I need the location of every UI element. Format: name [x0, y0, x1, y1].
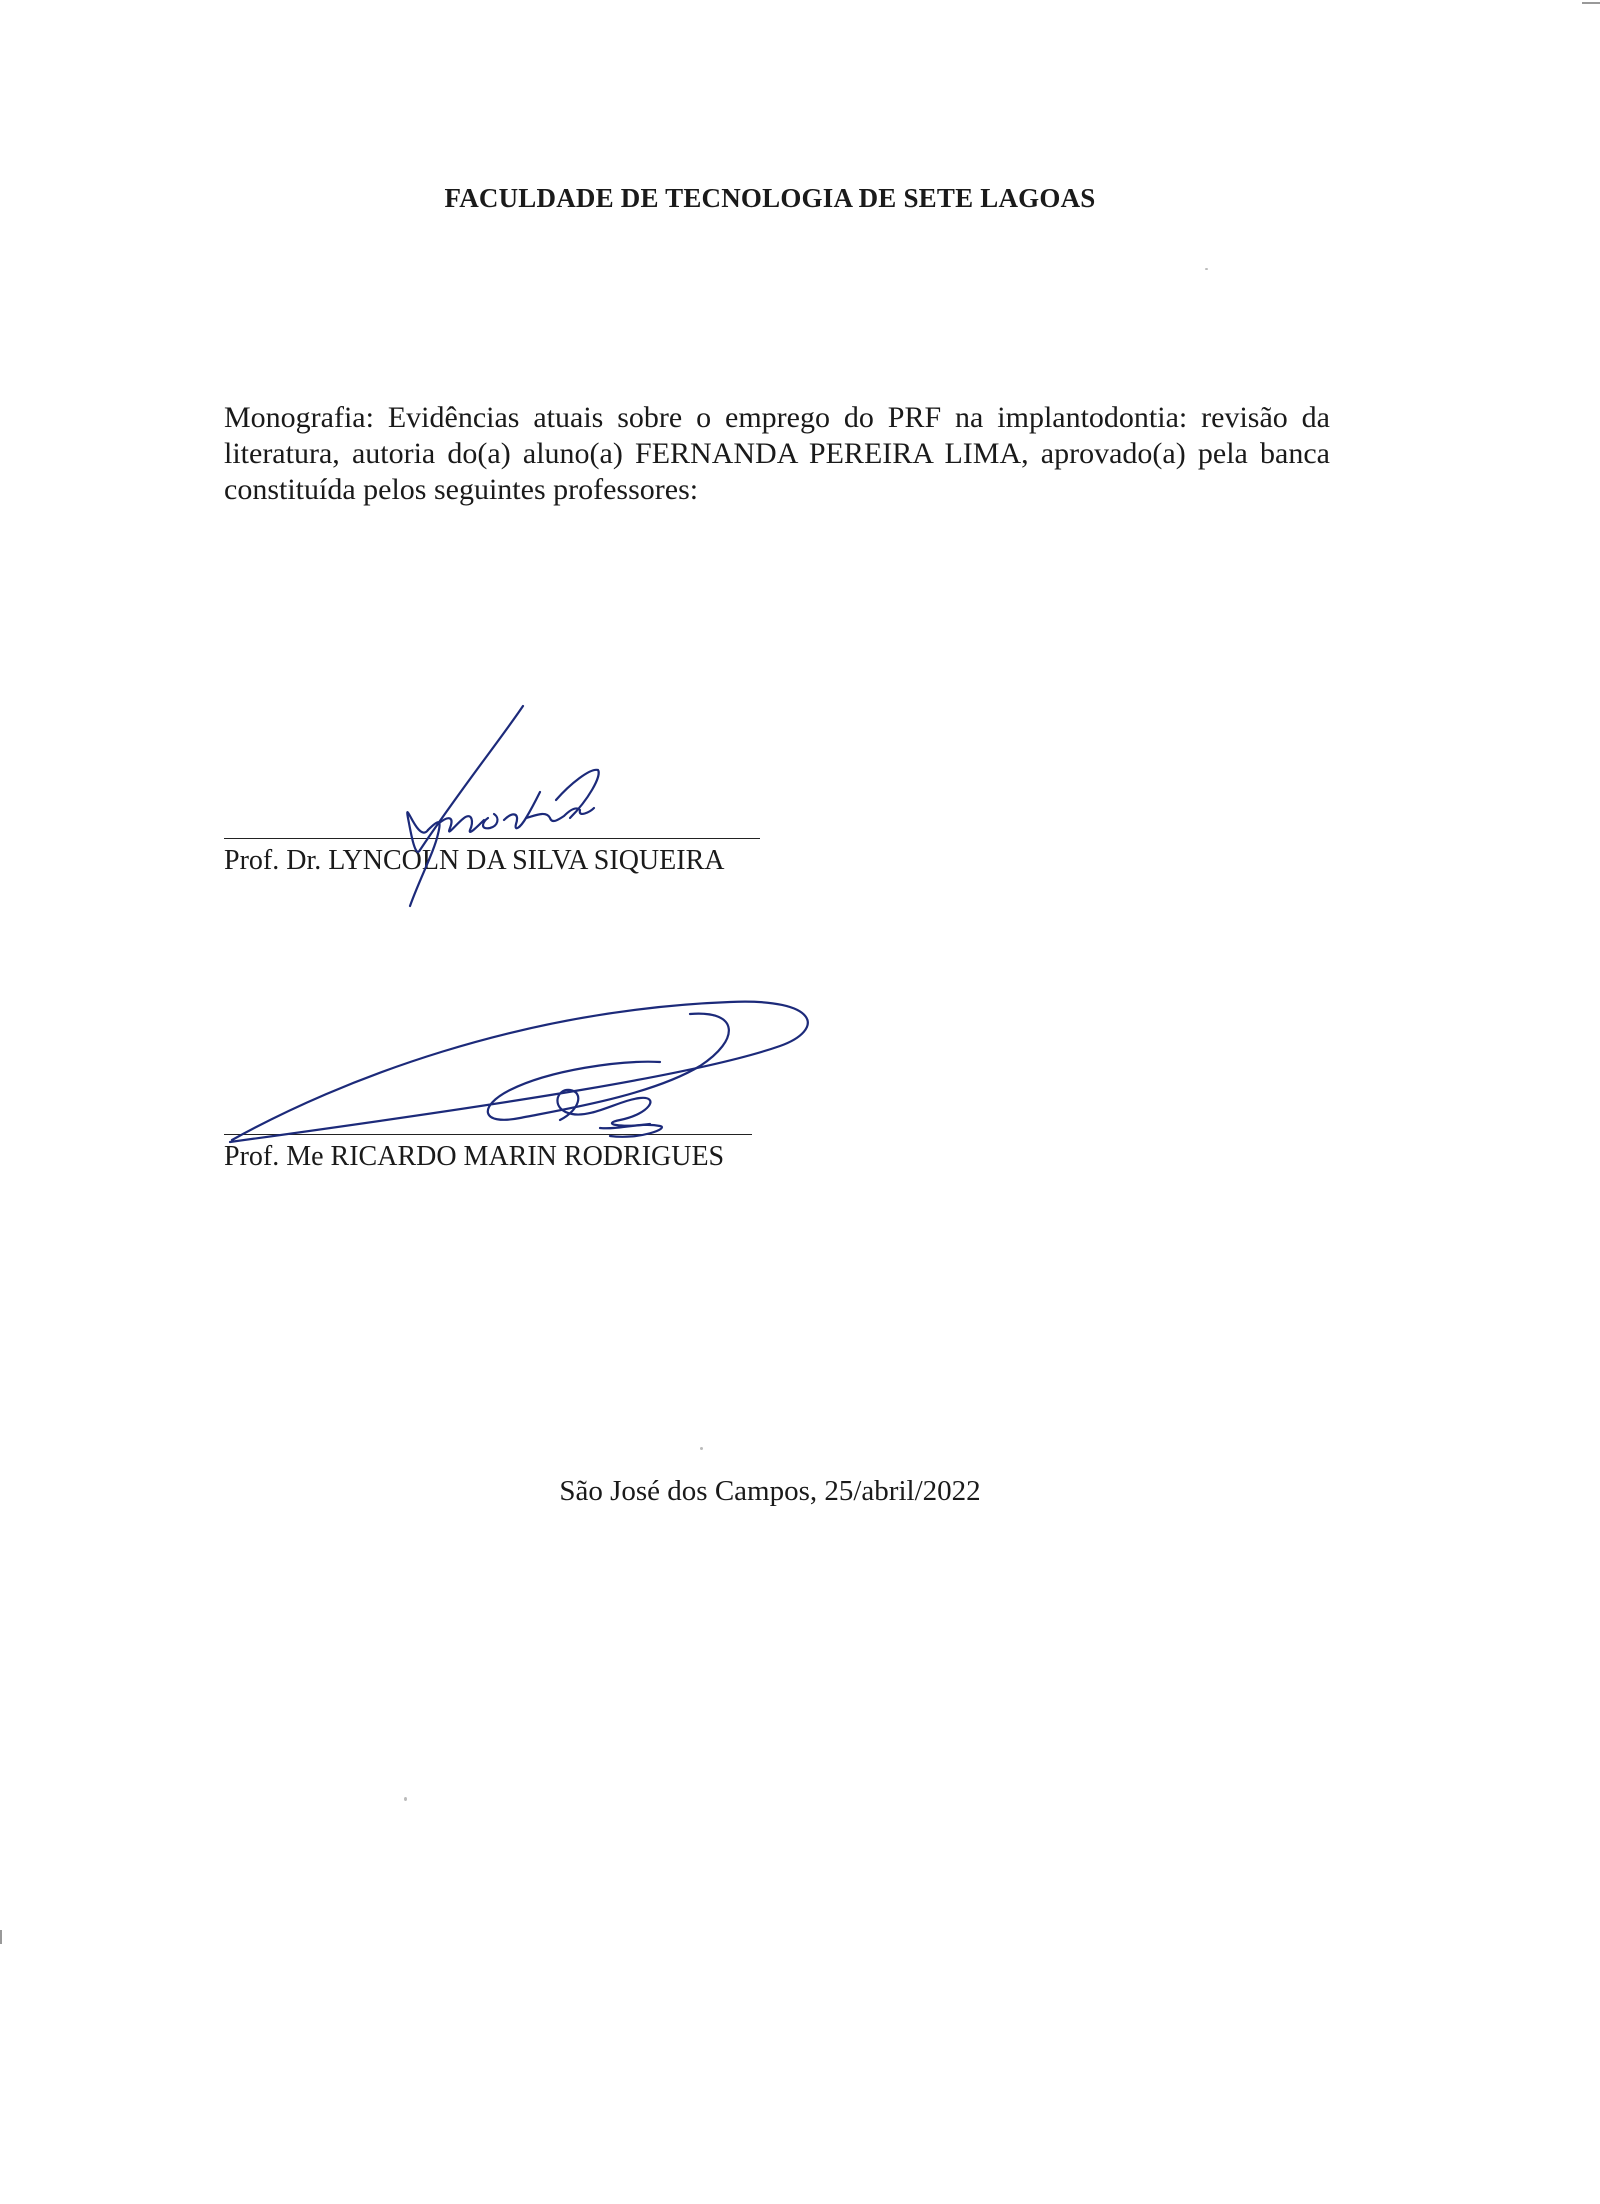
place-and-date: São José dos Campos, 25/abril/2022	[559, 1475, 981, 1507]
handwritten-signature-2	[220, 990, 840, 1190]
examiner-name: Prof. Dr. LYNCOLN DA SILVA SIQUEIRA	[224, 845, 725, 876]
monograph-approval-text: Monografia: Evidências atuais sobre o emprego do PRF na implantodontia: revisão da literatura, autoria do(a) aluno(a) FERNANDA PEREIRA LIMA, aprovado(a) pela banca constituída pelos seguintes professores:	[224, 401, 1330, 506]
handwritten-signature-1	[380, 700, 680, 930]
institution-title: FACULDADE DE TECNOLOGIA DE SETE LAGOAS	[444, 183, 1096, 213]
scan-edge-mark	[1582, 2, 1600, 4]
scan-speck	[1205, 268, 1208, 270]
scan-edge-mark	[0, 1930, 2, 1944]
scan-speck	[700, 1447, 703, 1450]
scan-speck	[404, 1797, 407, 1801]
examiner-name: Prof. Me RICARDO MARIN RODRIGUES	[224, 1141, 725, 1172]
